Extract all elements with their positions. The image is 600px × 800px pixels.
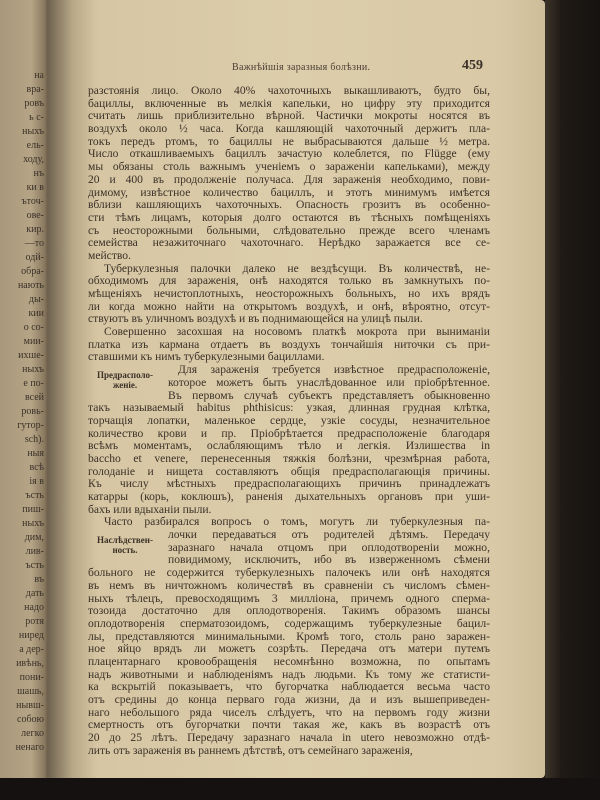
text-line: токъ передъ ртомъ, то бациллы не выбрасываются дальше ½ метра. [88, 134, 490, 148]
left-page-text-fragment: въ [34, 574, 44, 585]
left-page-text-fragment: ниред [18, 630, 44, 641]
text-line: количество крови и пр. Пріобрѣтается предрасположеніе благодаря [88, 426, 490, 440]
left-page-text-fragment: ихше- [18, 350, 44, 361]
left-page-text-fragment: ки в [26, 182, 44, 193]
left-page-text-fragment: на [34, 70, 44, 81]
left-page-text-fragment: ныхъ [22, 518, 44, 529]
left-page-text-fragment: о со- [23, 322, 44, 333]
left-page-text-fragment: ровь- [21, 406, 44, 417]
text-line: заразнаго начала отцомъ при оплодотвореніи можно, [168, 540, 490, 554]
text-line: Часто разбирался вопросъ о томъ, могутъ ли туберкулезныя па- [104, 515, 490, 529]
text-line: катарры (корь, коклюшъ), раненія дыхательныхъ органовъ при уши- [88, 490, 490, 503]
text-line: въ немъ въ ничтожномъ количествѣ въ сравненіи съ числомъ сѣмен- [88, 578, 490, 592]
text-line: Число откашливаемыхъ бациллъ зачастую колеблется, по Flügge (ему [88, 147, 490, 161]
text-line: сти тѣмъ лицамъ, которыя долго остаются въ тѣсныхъ помѣщеніяхъ [88, 210, 490, 224]
text-line: съ неосторожными больными, слѣдовательно прежде всего членамъ [88, 223, 490, 237]
left-page-text-fragment: ове- [26, 210, 44, 221]
left-page-text-fragment: кии [28, 308, 44, 319]
text-line: тозоида достаточно для оплодотворенія. Такимъ образомъ шансы [88, 604, 490, 618]
text-line: Къ числу мѣстныхъ предрасполагающихъ причинъ принадлежатъ [88, 477, 490, 491]
margin-note-heredity: Наслѣдствен- ность. [97, 535, 153, 555]
left-page-text-fragment: ныхъ [22, 364, 44, 375]
left-page-text-fragment: нъ [33, 168, 44, 179]
left-page-text-fragment: —то [24, 238, 44, 249]
left-page-text-fragment: нывш- [16, 700, 44, 711]
text-line: Въ первомъ случаѣ субъектъ представляетъ обыкновенно [168, 388, 490, 402]
left-page-text-fragment: ныя [27, 448, 44, 459]
text-line: оплодотворенія сперматозоидомъ, содержащимъ туберкулезные бацил- [88, 616, 490, 630]
page-number: 459 [462, 58, 483, 73]
text-line: лить отъ зараженія въ раннемъ дѣтствѣ, отъ семейнаго зараженія, [88, 743, 413, 757]
left-page-text-fragment: ія в [29, 476, 44, 487]
text-line: ствуютъ въ уличномъ воздухѣ и въ поднимающейся на улицѣ пыли. [88, 312, 423, 326]
text-line: такъ называемый habitus phthisicus: узкая, длинная грудная клѣтка, [88, 401, 490, 415]
left-page-text-fragment: собою [17, 714, 44, 725]
text-line: мѣщеніяхъ нечистоплотныхъ, неосторожныхъ больныхъ, но ихъ врядъ [88, 287, 490, 300]
left-page-text-fragment: ъсть [25, 560, 44, 571]
text-line: разстоянія лицо. Около 40% чахоточныхъ выкашливаютъ, будто бы, [88, 84, 490, 97]
margin-note-predisposition: Предрасполо- женіе. [96, 370, 154, 390]
left-page-text-fragment: е по- [23, 378, 44, 389]
text-line: надъ животными и наблюденіямъ надъ людьми. Къ тому же статисти- [88, 667, 490, 681]
text-line: ли когда можно найти на открытомъ воздухѣ, и онѣ, вѣроятно, отсут- [88, 299, 490, 313]
left-page-text-fragment: ныхъ [22, 126, 44, 137]
left-page-text-fragment: sch). [24, 434, 44, 445]
left-page-text-fragment: ель- [26, 140, 44, 151]
text-line: смертность отъ бугорчатки почти такая же, какъ въ возрастѣ отъ [88, 718, 490, 732]
left-page-text-fragment: дать [25, 588, 44, 599]
text-line: голоданіе и нищета составляютъ общія предрасполагающія причины. [88, 464, 490, 478]
text-line: бахъ или вдыханіи пыли. [88, 502, 212, 516]
left-page-text-fragment: вра- [26, 84, 44, 95]
text-line: отъ средины до конца перваго года жизни, да и изъ вышеприведен- [88, 693, 490, 706]
left-page-text-fragment: легко [21, 728, 44, 739]
left-page-text-fragment: одй- [25, 252, 44, 263]
left-page-text-fragment: дим, [24, 532, 44, 543]
left-page-text-fragment: пони- [19, 672, 44, 683]
text-line: вблизи кашляющихъ чахоточныхъ. Опасность грозитъ въ особенно- [88, 198, 490, 212]
left-page-text-fragment: обра- [21, 266, 44, 277]
book-edge [545, 0, 600, 800]
text-line: ное яйцо врядъ ли можетъ созрѣть. Передача отъ матери путемъ [88, 642, 490, 656]
text-line: ныхъ тѣлецъ, превосходящимъ 3 милліона, причемъ одного сперма- [88, 591, 490, 605]
text-line: мы обязаны столь важнымъ ученіемъ о зараженіи капельками), между [88, 160, 490, 174]
text-line: димому, извѣстное количество бациллъ, и этотъ минимумъ имѣется [88, 185, 490, 199]
left-page-text-fragment: всѣ [29, 462, 44, 473]
left-page-text-fragment: ь с- [29, 112, 44, 123]
text-line: обходимомъ для зараженія, онѣ находятся только въ замкнутыхъ по- [88, 274, 490, 288]
left-page-text-fragment: надо [24, 602, 44, 613]
text-line: Туберкулезныя палочки далеко не вездѣсущи. Въ количествѣ, не- [104, 261, 490, 275]
left-page-text-fragment: кир. [26, 224, 44, 235]
text-line: baccho et venere, перенесенныя тяжкія болѣзни, чрезмѣрная работа, [88, 451, 490, 465]
text-line: воздухѣ около ½ часа. Когда кашляющій чахоточный держитъ пла- [88, 122, 490, 136]
left-page-text-fragment: ъсть [25, 490, 44, 501]
left-page-text-fragment: мии- [23, 336, 44, 347]
left-page-edge [0, 0, 52, 790]
text-line: ка вскрытій показываетъ, что бугорчатка наблюдается весьма часто [88, 680, 490, 694]
text-line: плацентарнаго кровообращенія несомнѣнно возможна, по опытамъ [88, 654, 490, 668]
left-page-text-fragment: всей [24, 392, 44, 403]
text-line: Для зараженія требуется извѣстное предрасположеніе, [178, 363, 490, 377]
left-page-text-fragment: лив- [25, 546, 44, 557]
text-line: которое можетъ быть унаслѣдованное или пріобрѣтенное. [168, 375, 490, 389]
text-line: больного не содержится туберкулезныхъ палочекъ или онѣ находятся [88, 566, 490, 580]
text-line: Совершенно засохшая на носовомъ платкѣ мокрота при выниманіи [104, 325, 490, 339]
text-line: ставшими къ нимъ туберкулезными бациллами. [88, 350, 325, 364]
text-line: торчащія лопатки, маленькое сердце, узкіе сосуды, незначительное [88, 413, 490, 427]
left-page-text-fragment: ротя [25, 616, 44, 627]
text-line: лы, представляются минимальными. Кромѣ того, столь рано заражен- [88, 629, 490, 643]
running-header: Важнѣйшія заразныя болѣзни. [232, 62, 371, 73]
background [0, 778, 600, 800]
left-page-text-fragment: ходу, [23, 154, 44, 165]
text-line: лочки передаваться отъ родителей дѣтямъ. Передачу [168, 528, 490, 542]
left-page-text-fragment: ивѣнь, [16, 658, 44, 669]
text-line: наго небольшого ряда чиселъ слѣдуетъ, что на первомъ году жизни [88, 705, 490, 719]
left-page-text-fragment: ъточ- [21, 196, 44, 207]
text-line: повидимому, исключить, ибо въ изверженномъ сѣмени [168, 553, 490, 567]
left-page-text-fragment: нають [17, 280, 44, 291]
left-page-text-fragment: пиш- [22, 504, 44, 515]
text-line: всѣмъ моментамъ, ослабляющимъ тѣло и легкія. Излишества in [88, 439, 490, 453]
left-page-text-fragment: а дер- [19, 644, 44, 655]
left-page-text-fragment: шашь, [17, 686, 44, 697]
text-line: 20 и 400 въ продолженіе получаса. Для зараженія необходимо, пови- [88, 172, 490, 186]
body-text [88, 85, 490, 757]
text-line: мейство. [88, 248, 131, 262]
text-line: считать лишь приблизительно вѣрной. Частички мокроты носятся въ [88, 109, 490, 123]
left-page-text-fragment: ровъ [24, 98, 44, 109]
text-line: бациллы, включенные въ мелкія капельки, но цифру эту приходится [88, 96, 490, 110]
text-line: семейства незажиточнаго чахоточнаго. Нерѣдко заражается все се- [88, 236, 490, 250]
text-line: 20 до 25 лѣтъ. Передачу заразнаго начала in utero невозможно отдѣ- [88, 731, 490, 745]
text-line: платка изъ кармана отдаетъ въ воздухъ тончайшія ниточки съ при- [88, 337, 490, 351]
left-page-text-fragment: ненаго [15, 742, 44, 753]
left-page-text-fragment: ды- [28, 294, 44, 305]
left-page-text-fragment: гутор- [17, 420, 44, 431]
